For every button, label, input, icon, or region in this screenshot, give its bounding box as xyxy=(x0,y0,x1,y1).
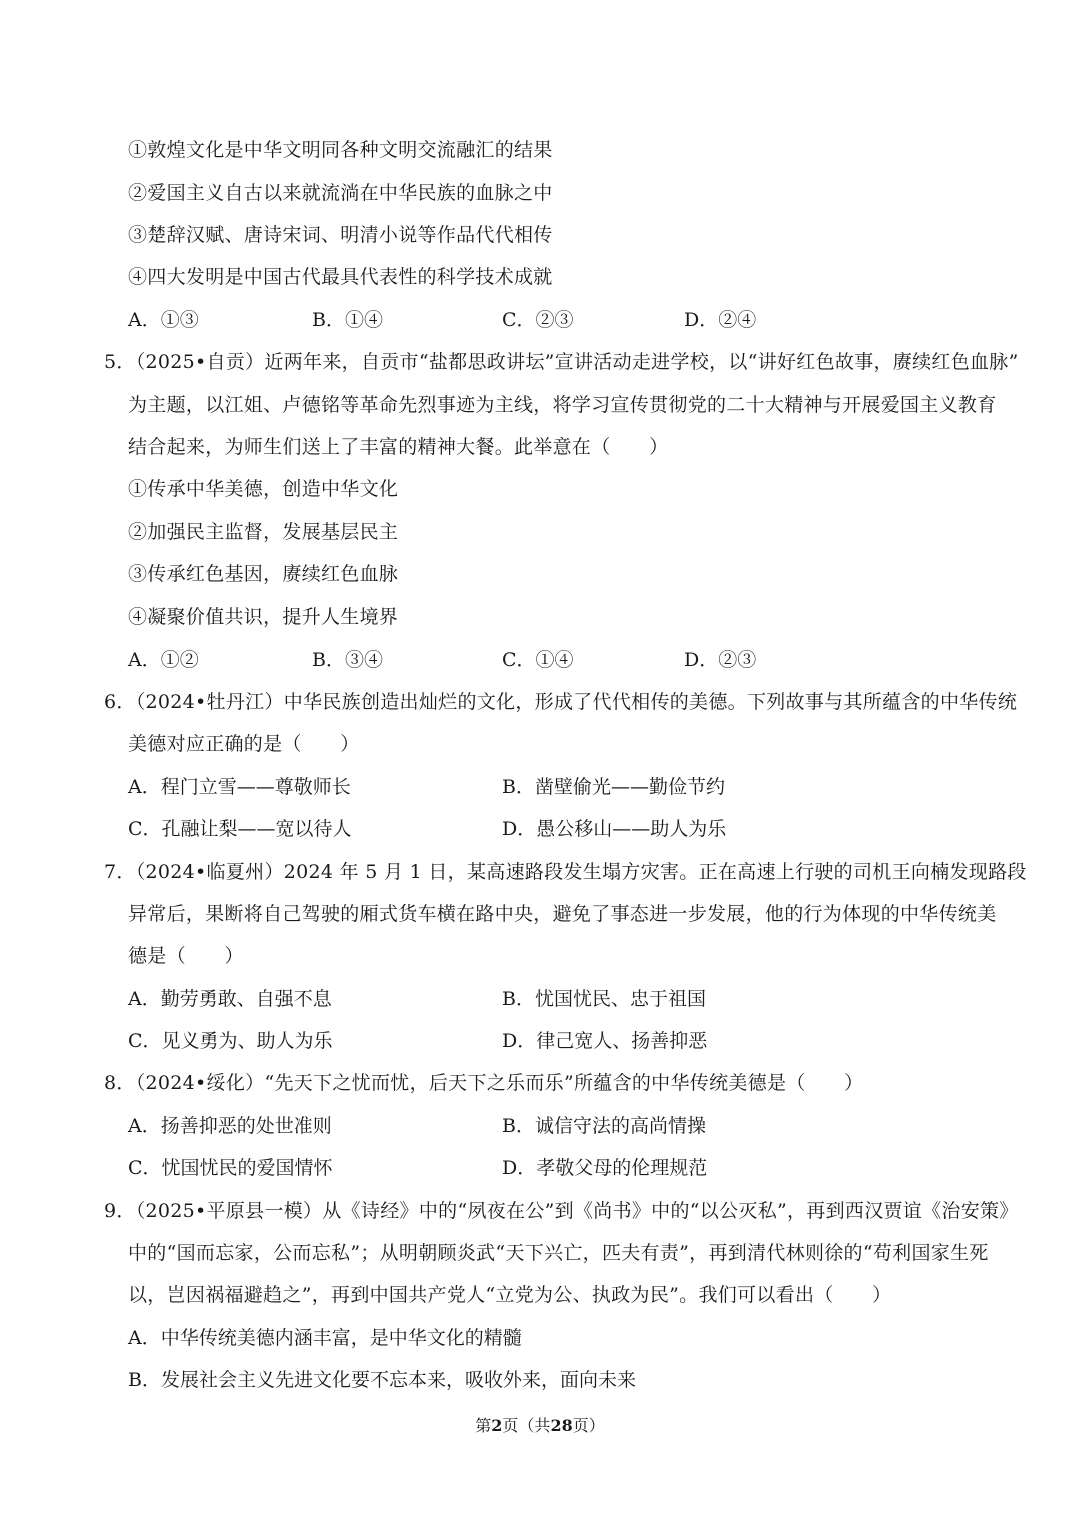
q6-option-b: B．凿壁偷光——勤俭节约 xyxy=(502,776,725,798)
q8-option-d: D．孝敬父母的伦理规范 xyxy=(502,1157,708,1179)
q4-statement-1: ①敦煌文化是中华文明同各种文明交流融汇的结果 xyxy=(128,139,553,161)
footer-page-number: 2 xyxy=(491,1416,503,1435)
q7-option-b: B．忧国忧民、忠于祖国 xyxy=(502,988,706,1010)
q9-stem-line-3: 以，岂因祸福避趋之”，再到中国共产党人“立党为公、执政为民”。我们可以看出（ ） xyxy=(128,1284,892,1306)
q4-statement-2: ②爱国主义自古以来就流淌在中华民族的血脉之中 xyxy=(128,182,553,204)
q7-stem-line-2: 异常后，果断将自己驾驶的厢式货车横在路中央，避免了事态进一步发展，他的行为体现的中华传统美 xyxy=(128,903,997,925)
q7-option-d: D．律己宽人、扬善抑恶 xyxy=(502,1030,708,1052)
q5-statement-1: ①传承中华美德，创造中华文化 xyxy=(128,478,399,500)
q9-option-b: B．发展社会主义先进文化要不忘本来，吸收外来，面向未来 xyxy=(128,1369,636,1391)
q5-option-d: D．②③ xyxy=(684,649,757,671)
q7-stem-line-1: 7．（2024•临夏州）2024 年 5 月 1 日，某高速路段发生塌方灾害。正在高速上行驶的司机王向楠发现路段 xyxy=(104,861,1027,883)
q8-stem-line-1: 8．（2024•绥化）“先天下之忧而忧，后天下之乐而乐”所蕴含的中华传统美德是（ ） xyxy=(104,1072,864,1094)
q6-option-c: C．孔融让梨——宽以待人 xyxy=(128,818,352,840)
q5-option-c: C．①④ xyxy=(502,649,574,671)
q6-option-a: A．程门立雪——尊敬师长 xyxy=(128,776,351,798)
q4-option-b: B．①④ xyxy=(312,309,383,331)
q8-option-c: C．忧国忧民的爱国情怀 xyxy=(128,1157,333,1179)
q4-option-a: A．①③ xyxy=(128,309,199,331)
q9-option-a: A．中华传统美德内涵丰富，是中华文化的精髓 xyxy=(128,1327,522,1349)
footer-prefix: 第 xyxy=(475,1416,492,1435)
q6-stem-line-1: 6．（2024•牡丹江）中华民族创造出灿烂的文化，形成了代代相传的美德。下列故事与其所蕴含的中华传统 xyxy=(104,691,1018,713)
footer-total-pages: 28 xyxy=(550,1416,573,1435)
q5-option-a: A．①② xyxy=(128,649,199,671)
q5-statement-4: ④凝聚价值共识，提升人生境界 xyxy=(128,606,399,628)
q5-statement-2: ②加强民主监督，发展基层民主 xyxy=(128,521,399,543)
q6-stem-line-2: 美德对应正确的是（ ） xyxy=(128,733,360,755)
q6-option-d: D．愚公移山——助人为乐 xyxy=(502,818,727,840)
q7-option-a: A．勤劳勇敢、自强不息 xyxy=(128,988,332,1010)
q8-option-b: B．诚信守法的高尚情操 xyxy=(502,1115,706,1137)
q5-statement-3: ③传承红色基因，赓续红色血脉 xyxy=(128,563,399,585)
q5-stem-line-1: 5．（2025•自贡）近两年来，自贡市“盐都思政讲坛”宣讲活动走进学校，以“讲好红色故事，赓续红色血脉” xyxy=(104,351,1019,373)
q4-option-d: D．②④ xyxy=(684,309,757,331)
q4-option-c: C．②③ xyxy=(502,309,574,331)
q5-stem-line-3: 结合起来，为师生们送上了丰富的精神大餐。此举意在（ ） xyxy=(128,436,669,458)
q4-statement-3: ③楚辞汉赋、唐诗宋词、明清小说等作品代代相传 xyxy=(128,224,553,246)
q7-stem-line-3: 德是（ ） xyxy=(128,945,244,967)
footer-suffix: 页） xyxy=(572,1416,605,1435)
q9-stem-line-1: 9．（2025•平原县一模）从《诗经》中的“夙夜在公”到《尚书》中的“以公灭私”，再到西汉贾谊《治安策》 xyxy=(104,1200,1019,1222)
q7-option-c: C．见义勇为、助人为乐 xyxy=(128,1030,333,1052)
q9-stem-line-2: 中的“国而忘家，公而忘私”；从明朝顾炎武“天下兴亡，匹夫有责”，再到清代林则徐的“苟利国家生死 xyxy=(128,1242,989,1264)
page-footer xyxy=(0,1414,1080,1438)
q8-option-a: A．扬善抑恶的处世准则 xyxy=(128,1115,332,1137)
q5-stem-line-2: 为主题，以江姐、卢德铭等革命先烈事迹为主线，将学习宣传贯彻党的二十大精神与开展爱国主义教育 xyxy=(128,394,997,416)
q4-statement-4: ④四大发明是中国古代最具代表性的科学技术成就 xyxy=(128,266,553,288)
footer-mid: 页（共 xyxy=(502,1416,551,1435)
q5-option-b: B．③④ xyxy=(312,649,383,671)
